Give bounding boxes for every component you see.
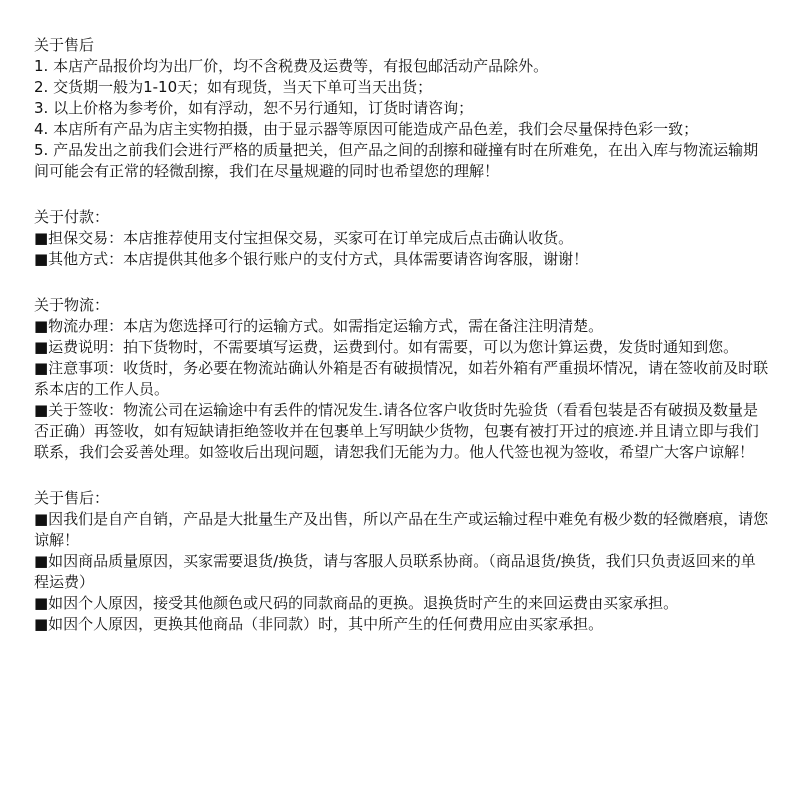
after-sales-item-5: 5. 产品发出之前我们会进行严格的质量把关，但产品之间的刮擦和碰撞有时在所难免，在出入库与物流运输期间可能会有正常的轻微刮擦，我们在尽量规避的同时也希望您的理解！: [34, 141, 759, 180]
after-sales-section-2: [34, 488, 769, 635]
payment-section: [34, 207, 769, 270]
payment-item-escrow: ■担保交易：本店推荐使用支付宝担保交易，买家可在订单完成后点击确认收货。: [34, 229, 574, 247]
after-sales-item-3: 3. 以上价格为参考价，如有浮动，恕不另行通知，订货时请咨询；: [34, 99, 474, 117]
logistics-item-handling: ■物流办理：本店为您选择可行的运输方式。如需指定运输方式，需在备注注明清楚。: [34, 317, 604, 335]
logistics-heading: 关于物流：: [34, 296, 110, 314]
after-sales-heading-2: 关于售后：: [34, 489, 110, 507]
after-sales-heading: 关于售后: [34, 36, 95, 54]
after-sales-item-2: 2. 交货期一般为1-10天；如有现货，当天下单可当天出货；: [34, 78, 433, 96]
logistics-item-shipping-fee: ■运费说明：拍下货物时，不需要填写运费，运费到付。如有需要，可以为您计算运费，发货时通知到您。: [34, 338, 739, 356]
after-sales-item-c: ■如因个人原因，接受其他颜色或尺码的同款商品的更换。退换货时产生的来回运费由买家承担。: [34, 594, 679, 612]
after-sales-item-4: 4. 本店所有产品为店主实物拍摄，由于显示器等原因可能造成产品色差，我们会尽量保持色彩一致；: [34, 120, 699, 138]
after-sales-item-1: 1. 本店产品报价均为出厂价，均不含税费及运费等，有报包邮活动产品除外。: [34, 57, 549, 75]
after-sales-section-1: [34, 35, 769, 182]
payment-item-other: ■其他方式：本店提供其他多个银行账户的支付方式，具体需要请咨询客服，谢谢！: [34, 250, 589, 268]
after-sales-item-d: ■如因个人原因，更换其他商品（非同款）时，其中所产生的任何费用应由买家承担。: [34, 615, 604, 633]
logistics-item-notice: ■注意事项：收货时，务必要在物流站确认外箱是否有破损情况，如若外箱有严重损坏情况，请在签收前及时联系本店的工作人员。: [34, 359, 769, 398]
logistics-section: [34, 295, 769, 463]
payment-heading: 关于付款：: [34, 208, 110, 226]
policy-document: [34, 35, 769, 635]
after-sales-item-b: ■如因商品质量原因，买家需要退货/换货，请与客服人员联系协商。（商品退货/换货，我们只负责返回来的单程运费）: [34, 552, 756, 591]
after-sales-item-a: ■因我们是自产自销，产品是大批量生产及出售，所以产品在生产或运输过程中难免有极少数的轻微磨痕，请您谅解！: [34, 510, 769, 549]
logistics-item-receipt: ■关于签收：物流公司在运输途中有丢件的情况发生.请各位客户收货时先验货（看看包装是否有破损及数量是否正确）再签收，如有短缺请拒绝签收并在包裹单上写明缺少货物，包裹有被打开过的痕迹.并且请立即与我们联系，我们会妥善处理。如签收后出现问题，请恕我们无能为力。他人代签也视为签收，希望广大客户谅解！: [34, 401, 759, 461]
